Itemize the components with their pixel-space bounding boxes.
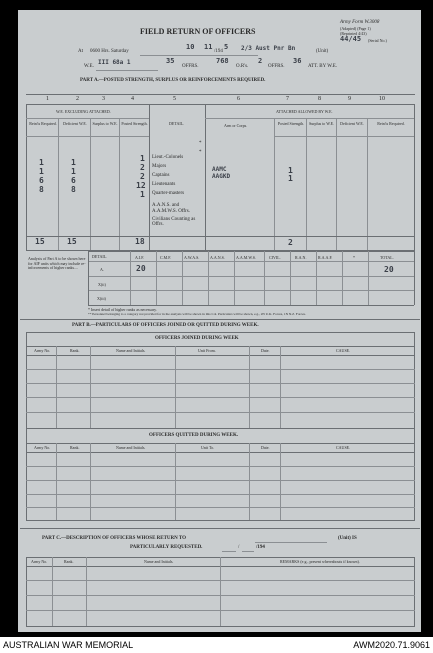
date-year-label: /194: [214, 49, 223, 54]
sub-row-label: X(iii): [97, 296, 106, 301]
ors-label: O.R's.: [236, 64, 249, 69]
quitted-header: Name and Initials.: [116, 445, 146, 450]
col-number: 1: [46, 96, 49, 102]
col4-value: 2: [140, 163, 145, 172]
serial-number: 44/45: [340, 35, 362, 43]
total-col7: 2: [288, 238, 293, 247]
part-c-header: Name and Initials.: [144, 559, 174, 564]
col-number: 3: [102, 96, 105, 102]
sub-header: CIVIL.: [269, 255, 281, 260]
army-form-number: Army Form W.3008: [340, 20, 380, 25]
detail-header: DETAIL.: [169, 121, 185, 126]
rank-label: Lieutenants: [152, 182, 176, 187]
col-header: Rein'ts Required.: [29, 121, 57, 126]
col-number: 6: [237, 96, 240, 102]
offrs-label: OFFRS.: [182, 64, 199, 69]
rank-label: Captains: [152, 173, 170, 178]
col1-value: 6: [39, 176, 44, 185]
col2-value: 6: [71, 176, 76, 185]
part-c-date-suffix: /194: [256, 545, 265, 550]
col2-value: 8: [71, 185, 76, 194]
total-value: 20: [384, 265, 394, 274]
footnote-1: * Insert detail of higher ranks as necessary.: [88, 307, 157, 312]
date-month: 11: [204, 43, 213, 51]
analysis-note: Analysis of Part A to be shown here for AIF units which may include re-inforcements of higher ranks....: [28, 256, 86, 271]
col-number: 9: [348, 96, 351, 102]
col7-value: 1: [288, 166, 293, 175]
part-c-header: Army No.: [31, 559, 48, 564]
offrs2-value: 2: [258, 57, 263, 65]
footer-accession: AWM2020.71.9061: [353, 640, 430, 650]
rank-label: A.A.M.W.S. Offrs.: [152, 209, 190, 214]
sub-header: R.A.A.F.: [318, 255, 333, 260]
col-header: Posted Strength.: [121, 121, 148, 126]
col-header: Surplus to W.E.: [92, 121, 118, 126]
rank-label: Quarter-masters: [152, 191, 185, 196]
col-header: Posted Strength.: [277, 121, 305, 126]
col1-value: 8: [39, 185, 44, 194]
joined-title: OFFICERS JOINED DURING WEEK: [155, 336, 239, 341]
part-c-requested: PARTICULARLY REQUESTED.: [130, 545, 203, 550]
col-header: Deficient W.E.: [63, 121, 87, 126]
rank-label: Majors: [152, 164, 167, 169]
sub-header: C.M.F.: [160, 255, 172, 260]
joined-header: Rank.: [70, 348, 80, 353]
offrs2-label: OFFRS.: [268, 64, 285, 69]
footer-credit: AUSTRALIAN WAR MEMORIAL: [3, 640, 134, 650]
arm-value: AAMC: [212, 166, 227, 173]
rank-label: Civilians Counting as Offrs.: [152, 217, 196, 227]
col4-value: 1: [140, 190, 145, 199]
col2-value: 1: [71, 158, 76, 167]
sub-row-label: A.: [100, 267, 104, 272]
total-col2: 15: [67, 237, 77, 246]
unit-name: 2/3 Aust Pnr Bn: [241, 45, 296, 52]
we-value: III 68a 1: [98, 59, 131, 66]
col4-value: 12: [136, 181, 146, 190]
sub-header: R.A.N.: [295, 255, 307, 260]
star-marker: *: [199, 150, 202, 155]
col-number: 5: [173, 96, 176, 102]
ors2-value: 36: [293, 57, 302, 65]
col-number: 7: [286, 96, 289, 102]
quitted-title: OFFICERS QUITTED DURING WEEK.: [149, 433, 239, 438]
footnote-2: ** Personnel belonging to a category not provided for in the analysis will be shown in this Col. Particulars will be shown, e.g., 2N U.K. Forces, 1N N.Z. Forces.: [88, 312, 306, 316]
star-marker: *: [199, 141, 202, 146]
col-number: 10: [379, 96, 385, 102]
part-c-unit-is: (Unit) IS: [338, 536, 357, 541]
army-form-reprinted: (Reprinted 4/43): [340, 31, 367, 36]
form-title: FIELD RETURN OF OFFICERS: [140, 27, 256, 36]
serial-no-label: (Serial No.): [368, 38, 387, 43]
at-label: At: [78, 49, 83, 54]
col-header: Rein'ts Required.: [377, 121, 405, 126]
sub-detail-header: DETAIL.: [92, 254, 108, 259]
quitted-header: Rank.: [70, 445, 80, 450]
quitted-header: CAUSE.: [336, 445, 351, 450]
col-number: 8: [318, 96, 321, 102]
date-year: 5: [224, 43, 229, 51]
offrs-value: 35: [166, 57, 175, 65]
part-c-header: REMARKS (e.g., present whereabouts if known).: [280, 559, 360, 564]
attached-allowed-header: ATTACHED ALLOWED BY W.E.: [276, 109, 333, 114]
unit-label: (Unit): [316, 49, 329, 54]
col4-value: 2: [140, 172, 145, 181]
total-col1: 15: [35, 237, 45, 246]
col-header: Deficient W.E.: [340, 121, 364, 126]
form-page: FIELD RETURN OF OFFICERS Army Form W.3008 (Adapted) (Page 1) (Reprinted 4/43) 44/45 (Serial No.) At 0600 Hrs. Saturday 10 11 /194 5 2/3 Aust Pnr Bn (Unit) W.E. III 68a 1 35 OFFRS. 768 O.R's. 2 OFFRS. 36 ATT. BY W.E. PART A.—POSTED STRENGTH, SURPLUS OR REINFORCEMENTS REQUIRED. 1 2 3 4 5 6 7 8 9 10 W.E. EXCLUDING ATTACHED. ATTACHED ALLOWED BY W.E. DETAIL. Rein'ts Required. Deficient W.E. Surplus to W.E. Posted Strength. Arm or Corps. Posted Strength. Surplus to W.E. Deficient W.E. Rein'ts Required. Lieut.-Colonels Majors Captains Lieutenants Quarter-masters A.A.N.S. and A.A.M.W.S. Offrs. Civilians Counting as Offrs. * * 1 1 6 8 1 1 6 8 1 2 2 12 1 AAMC AAGKD 1 1 15 15 18 2 Analysis of Part A to be shown here for AIF units which may include re-inforcements of higher ranks.... DETAIL. A.I.F. C.M.F. A.W.A.S. A.A.N.S. A.A.M.W.S. CIVIL. R.A.N. R.A.A.F. * TOTAL. A. X(ii) X(iii) 20 20 * Insert detail of higher ranks as necessary. ** Personnel belonging to a category not provided for in the analysis will be shown in this Col. Particulars will be shown, e.g., 2N U.K. Forces, 1N N.Z. Forces. PART B.—PARTICULARS OF OFFICERS JOINED OR QUITTED DURING WEEK. OFFICERS JOINED DURING WEEK Army No. Rank. Name and Initials. Unit From. Date. CAUSE. OFFICERS QUITTED DURING WEEK. Army No. Rank. Name and Initials. Unit To. Date. CAUSE. PART C.—DESCRIPTION OF OFFICERS WHOSE RETURN TO (Unit) IS PARTICULARLY REQUESTED. / /194 Army No. Rank. Name and Initials. REMARKS (e.g., present whereabouts if known).: [18, 10, 421, 632]
part-c-title: PART C.—DESCRIPTION OF OFFICERS WHOSE RETURN TO: [42, 536, 187, 541]
joined-header: Army No.: [34, 348, 51, 353]
col1-value: 1: [39, 158, 44, 167]
col7-value: 1: [288, 174, 293, 183]
army-form-adapted: (Adapted) (Page 1): [340, 26, 371, 31]
att-label: ATT. BY W.E.: [308, 64, 338, 69]
col-number: 4: [131, 96, 134, 102]
we-excluding-header: W.E. EXCLUDING ATTACHED.: [56, 109, 111, 114]
col4-value: 1: [140, 154, 145, 163]
total-col4: 18: [135, 237, 145, 246]
joined-header: Date.: [261, 348, 270, 353]
sub-header: A.W.A.S.: [184, 255, 200, 260]
arm-value: AAGKD: [212, 173, 231, 180]
we-label: W.E.: [84, 64, 94, 69]
aif-value: 20: [136, 264, 146, 273]
quitted-header: Army No.: [34, 445, 51, 450]
joined-header: Name and Initials.: [116, 348, 146, 353]
col2-value: 1: [71, 167, 76, 176]
sub-header: A.A.M.W.S.: [236, 255, 256, 260]
joined-header: Unit From.: [198, 348, 216, 353]
part-c-header: Rank.: [64, 559, 74, 564]
sub-header: A.I.F.: [135, 255, 145, 260]
sub-header: A.A.N.S.: [210, 255, 225, 260]
arm-corps-header: Arm or Corps.: [224, 123, 248, 128]
quitted-header: Unit To.: [201, 445, 215, 450]
sub-row-label: X(ii): [98, 282, 106, 287]
date-day: 10: [186, 43, 195, 51]
archive-footer: [0, 637, 433, 653]
col-header: Surplus to W.E.: [308, 121, 335, 126]
col1-value: 1: [39, 167, 44, 176]
quitted-header: Date.: [261, 445, 270, 450]
rank-label: Lieut.-Colonels: [152, 155, 184, 160]
rank-label: A.A.N.S. and: [152, 203, 180, 208]
sub-header: *: [353, 255, 355, 260]
joined-header: CAUSE.: [336, 348, 351, 353]
part-a-title: PART A.—POSTED STRENGTH, SURPLUS OR REINFORCEMENTS REQUIRED.: [80, 78, 266, 83]
sub-header: TOTAL.: [380, 255, 394, 260]
col-number: 2: [76, 96, 79, 102]
hrs-label: 0600 Hrs. Saturday: [90, 49, 129, 54]
ors-value: 768: [216, 57, 229, 65]
part-b-title: PART B.—PARTICULARS OF OFFICERS JOINED OR QUITTED DURING WEEK.: [72, 323, 259, 328]
